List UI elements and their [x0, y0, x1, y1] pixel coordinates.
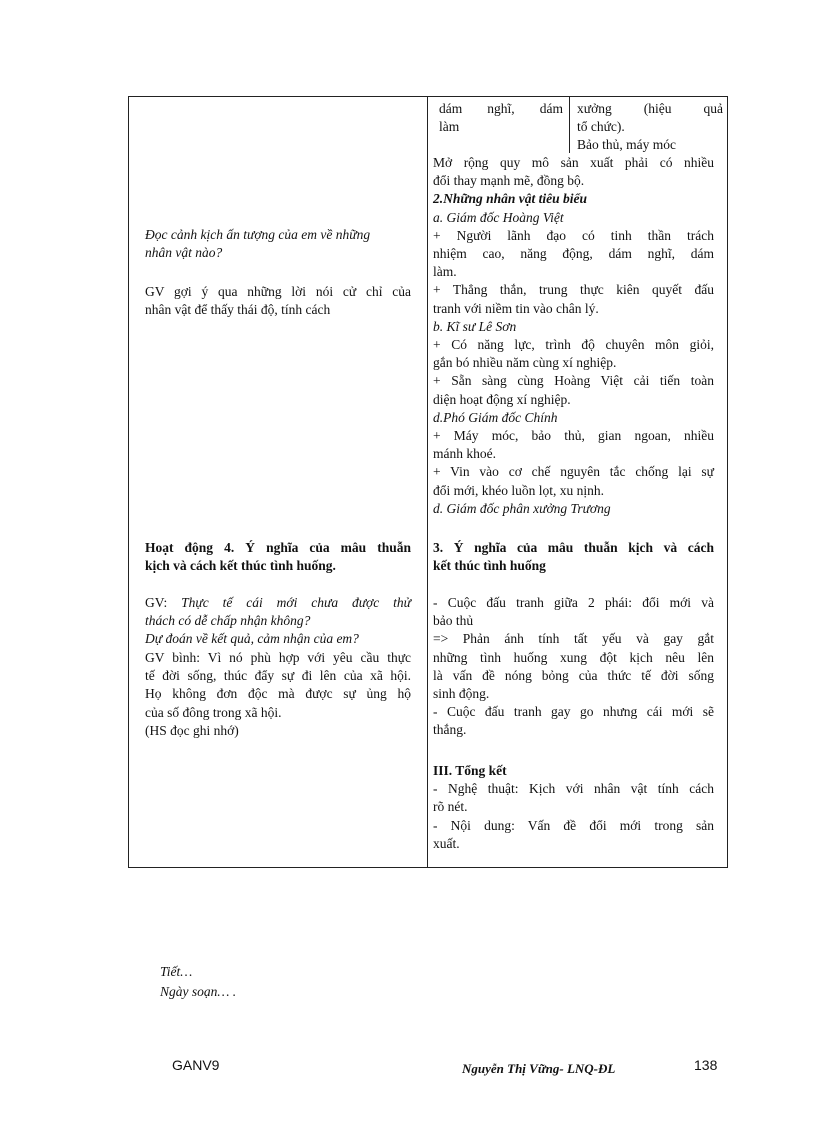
text-line: của số đông trong xã hội. [145, 704, 282, 720]
text-line: - Cuộc đấu tranh giữa 2 phái: đổi mới và [433, 595, 714, 610]
subheading-d2: d. Giám đốc phân xưởng Trương [433, 500, 611, 516]
text-line: - Nội dung: Vấn đề đổi mới trong sản [433, 817, 714, 833]
text-line: GV bình: Vì nó phù hợp với yêu cầu thực [145, 650, 411, 665]
text-line: tổ chức). [577, 119, 625, 134]
footer-code: GANV9 [172, 1057, 220, 1073]
subheading-a: a. Giám đốc Hoàng Việt [433, 209, 564, 225]
prepared-date-label: Ngày soạn… . [160, 984, 237, 999]
text-line: xuất. [433, 835, 460, 851]
text-line: nhân vật nào? [145, 245, 223, 261]
text-line: 3. Ý nghĩa của mâu thuẫn kịch và cách [433, 540, 714, 555]
text-line: đổi thay mạnh mẽ, đồng bộ. [433, 173, 585, 189]
text-line: làm. [433, 264, 457, 280]
text-line: dám nghĩ, dám [439, 101, 563, 116]
nested-table [427, 97, 728, 153]
text-line: diện hoạt động xí nghiệp. [433, 391, 571, 407]
text-line: (HS đọc ghi nhớ) [145, 722, 239, 738]
text-line: bảo thủ [433, 613, 474, 629]
teacher-commentary [145, 649, 411, 740]
question-text [145, 226, 411, 262]
nested-left-cell [439, 100, 563, 136]
text-line: mánh khoé. [433, 446, 496, 462]
text-line: tranh với niềm tin vào chân lý. [433, 300, 599, 316]
text-line: + Thẳng thắn, trung thực kiên quyết đấu [433, 282, 714, 298]
text-line: + Vin vào cơ chế nguyên tắc chống lại sự [433, 464, 714, 480]
text-line: kịch và cách kết thúc tình huống. [145, 558, 336, 574]
summary-section [433, 762, 714, 853]
text-line: gắn bó nhiều năm cùng xí nghiệp. [433, 355, 617, 371]
text-line: nhân vật để thấy thái độ, tính cách [145, 302, 331, 318]
lesson-table [128, 96, 728, 868]
teacher-question [145, 594, 411, 649]
text-line: rõ nét. [433, 799, 468, 815]
text-line: Bảo thủ, máy móc [577, 137, 676, 152]
text-line: - Nghệ thuật: Kịch với nhân vật tính cách [433, 781, 714, 797]
section-iii-heading: III. Tổng kết [433, 763, 507, 778]
text-line: Đọc cảnh kịch ấn tượng của em về những [145, 227, 371, 242]
text-line: nhiệm cao, năng động, dám nghĩ, dám [433, 246, 714, 262]
text-line: tế đời sống, thúc đẩy sự đi lên của xã hội. [145, 668, 411, 684]
section-3-heading [433, 539, 714, 575]
period-label: Tiết… [160, 964, 193, 979]
page-number: 138 [694, 1057, 718, 1073]
teacher-suggestion [145, 283, 411, 319]
text-line: thách có dễ chấp nhận không? [145, 613, 311, 629]
text-line [145, 594, 411, 612]
gv-prefix: GV: [145, 595, 182, 610]
subheading-b: b. Kĩ sư Lê Sơn [433, 318, 517, 334]
text-line: sinh động. [433, 686, 490, 702]
footer-author: Nguyễn Thị Vững- LNQ-ĐL [462, 1061, 616, 1076]
text-line: + Máy móc, bảo thủ, gian ngoan, nhiều [433, 428, 714, 444]
subheading-d1: d.Phó Giám đốc Chính [433, 409, 558, 425]
text-line: Hoạt động 4. Ý nghĩa của mâu thuẫn [145, 540, 411, 555]
activity-4-title [145, 539, 411, 575]
text-line: những tình huống xung đột kịch nêu lên [433, 649, 714, 665]
text-line: + Người lãnh đạo có tinh thần trách [433, 227, 714, 243]
text-line: Dự đoán về kết quả, cảm nhận của em? [145, 631, 359, 647]
text-line: Họ không đơn độc mà được sự ủng hộ [145, 686, 411, 702]
section-2-heading: 2.Những nhân vật tiêu biểu [433, 191, 587, 207]
text-line: đổi mới, khéo luồn lọt, xu nịnh. [433, 482, 605, 498]
text-line: xưởng (hiệu quả [577, 101, 723, 116]
text-line: là vấn đề nóng bỏng của thức tế đời sống [433, 667, 714, 683]
text-line: Mở rộng quy mô sản xuất phải có nhiều [433, 155, 714, 170]
column-divider [427, 97, 428, 867]
text-line: thắng. [433, 722, 467, 738]
text-line: => Phản ánh tính tất yếu và gay gắt [433, 631, 714, 647]
nested-column-divider [569, 97, 570, 153]
text-line: + Sẵn sàng cùng Hoàng Việt cải tiến toàn [433, 373, 714, 389]
section-3-content [433, 594, 714, 740]
text-line: - Cuộc đấu tranh gay go nhưng cái mới sẽ [433, 704, 714, 720]
text-line: làm [439, 119, 460, 134]
gv-question: Thực tế cái mới chưa được thử [181, 595, 411, 610]
text-line: + Có năng lực, trình độ chuyên môn giỏi, [433, 337, 714, 353]
lesson-notes [160, 962, 236, 1002]
text-line: GV gợi ý qua những lời nói cử chỉ của [145, 284, 411, 299]
text-line: kết thúc tình huống [433, 558, 546, 574]
content-characters [433, 154, 714, 518]
nested-right-cell [577, 100, 723, 154]
